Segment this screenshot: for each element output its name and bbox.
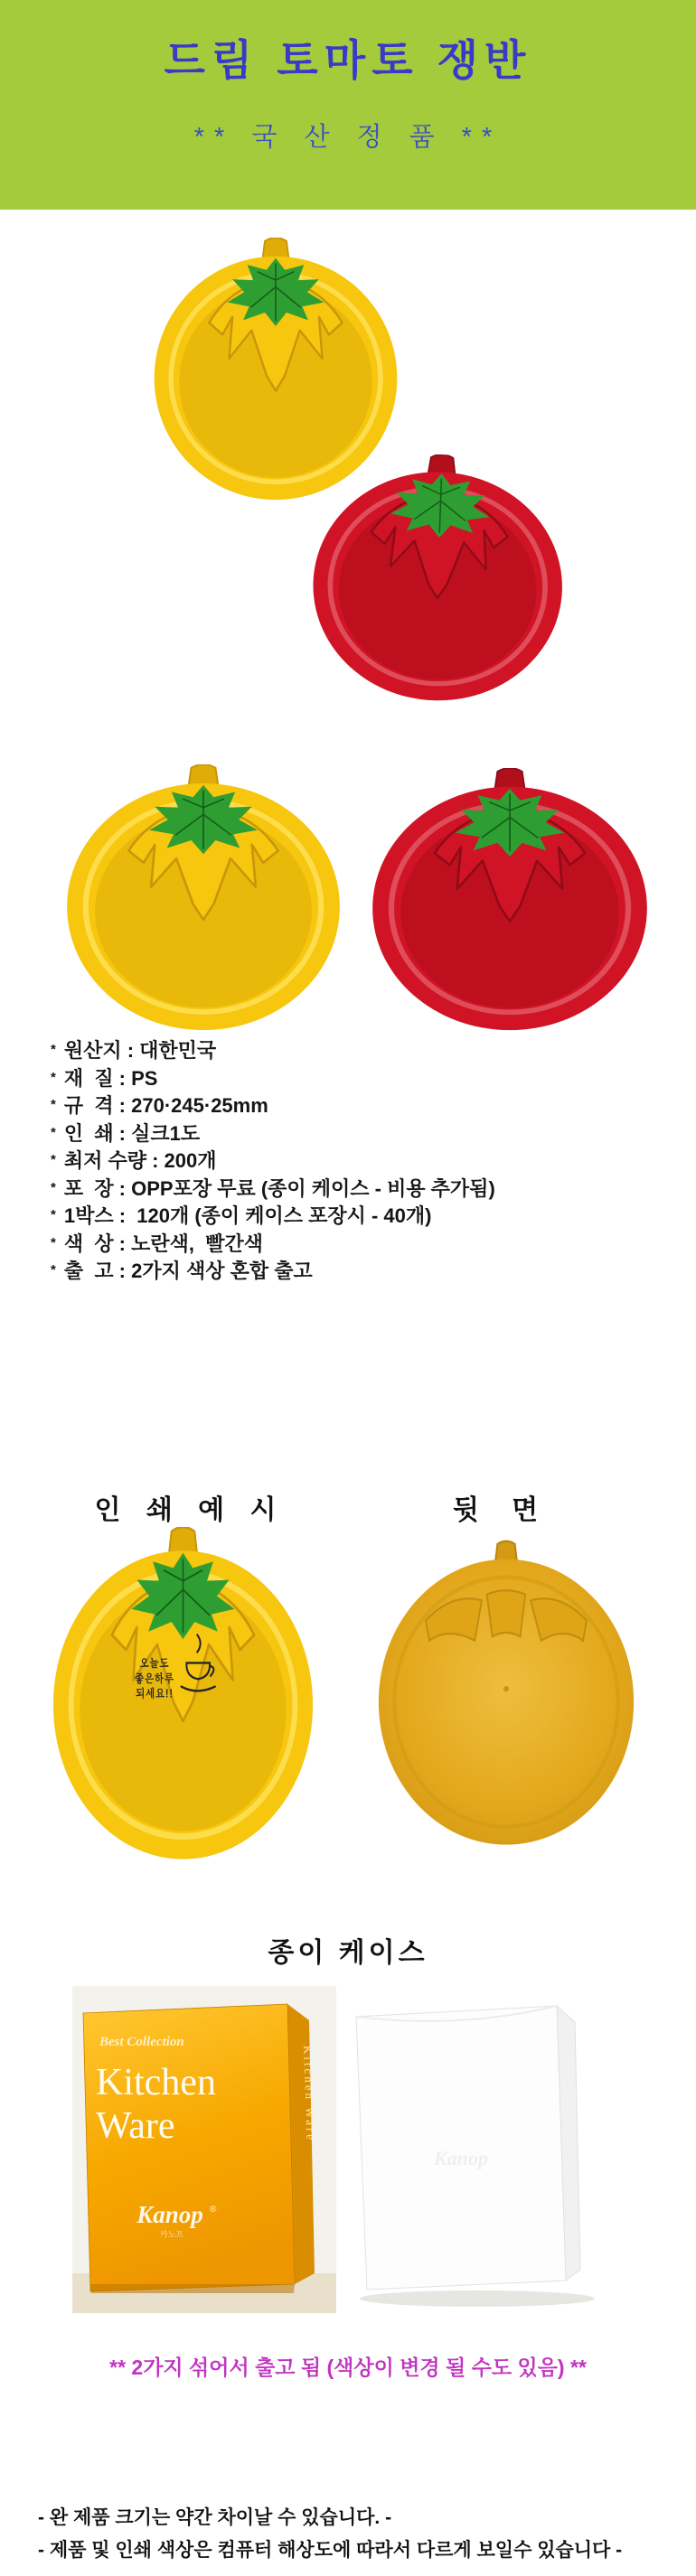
spec-item-material: * 재 질 : PS <box>51 1066 158 1090</box>
bullet-icon: * <box>51 1042 56 1057</box>
mixed-shipping-caption: ** 2가지 섞어서 출고 됨 (색상이 변경 될 수도 있음) ** <box>109 2356 587 2379</box>
kitchenware-box-title-1: Kitchen <box>96 2062 216 2103</box>
paper-case-heading: 종이 케이스 <box>268 1938 428 1968</box>
back-side-heading: 뒷 면 <box>452 1495 551 1525</box>
svg-text:되세요!!: 되세요!! <box>136 1688 174 1700</box>
bullet-icon: * <box>51 1262 56 1278</box>
bullet-icon: * <box>51 1179 56 1195</box>
spec-item-packaging: * 포 장 : OPP포장 무료 (종이 케이스 - 비용 추가됨) <box>51 1176 495 1200</box>
tomato-tray-red <box>369 768 651 1032</box>
spec-item-box-qty: * 1박스 : 120개 (종이 케이스 포장시 - 40개) <box>51 1204 432 1227</box>
spec-item-colors: * 색 상 : 노란색, 빨간색 <box>51 1232 263 1255</box>
registered-mark-icon: ® <box>210 2205 217 2215</box>
spec-item-shipping: * 출 고 : 2가지 색상 혼합 출고 <box>51 1260 313 1282</box>
svg-text:오늘도: 오늘도 <box>139 1658 170 1671</box>
white-box-emboss-logo: Kanop <box>434 2147 488 2169</box>
bullet-icon: * <box>51 1207 56 1222</box>
footer-note-2: - 제품 및 인쇄 색상은 컴퓨터 해상도에 따라서 다르게 보일수 있습니다 - <box>38 2540 623 2561</box>
white-box <box>342 1993 602 2311</box>
kitchenware-box <box>72 1986 336 2313</box>
spec-item-origin: * 원산지 : 대한민국 <box>51 1039 217 1062</box>
product-photo-pair <box>0 759 696 1035</box>
box-spine-text: Kitchen Ware <box>301 2045 318 2143</box>
tray-print-text <box>135 1657 174 1700</box>
bullet-icon: * <box>51 1124 56 1140</box>
tomato-tray-yellow <box>63 764 343 1032</box>
paper-case-photo <box>0 1986 696 2313</box>
svg-text:좋은하루: 좋은하루 <box>135 1673 174 1686</box>
bullet-icon: * <box>51 1069 56 1085</box>
print-example-tray <box>50 1527 316 1861</box>
header-banner <box>0 0 696 210</box>
bullet-icon: * <box>51 1097 56 1112</box>
kanop-logo-subtext: 카노프 <box>159 2230 184 2239</box>
authenticity-subtitle: ** 국 산 정 품 ** <box>193 123 503 152</box>
kanop-logo: Kanop <box>136 2201 203 2228</box>
print-example-heading: 인 쇄 예 시 <box>94 1495 286 1525</box>
bullet-icon: * <box>51 1234 56 1251</box>
spec-item-size: * 규 격 : 270·245·25mm <box>51 1094 268 1117</box>
kitchenware-box-title-2: Ware <box>96 2105 175 2147</box>
spec-item-printing: * 인 쇄 : 실크1도 <box>51 1121 201 1145</box>
spec-list <box>51 1035 495 1284</box>
bullet-icon: * <box>51 1152 56 1167</box>
back-side-tray <box>375 1536 637 1848</box>
footer-note-1: - 완 제품 크기는 약간 차이날 수 있습니다. - <box>38 2507 392 2528</box>
product-photo-top <box>0 210 696 752</box>
product-title: 드림 토마토 쟁반 <box>164 36 532 84</box>
spec-item-min-qty: * 최저 수량 : 200개 <box>51 1149 217 1172</box>
tomato-tray-red-top <box>306 450 569 707</box>
kitchenware-box-brand: Best Collection <box>99 2035 184 2049</box>
